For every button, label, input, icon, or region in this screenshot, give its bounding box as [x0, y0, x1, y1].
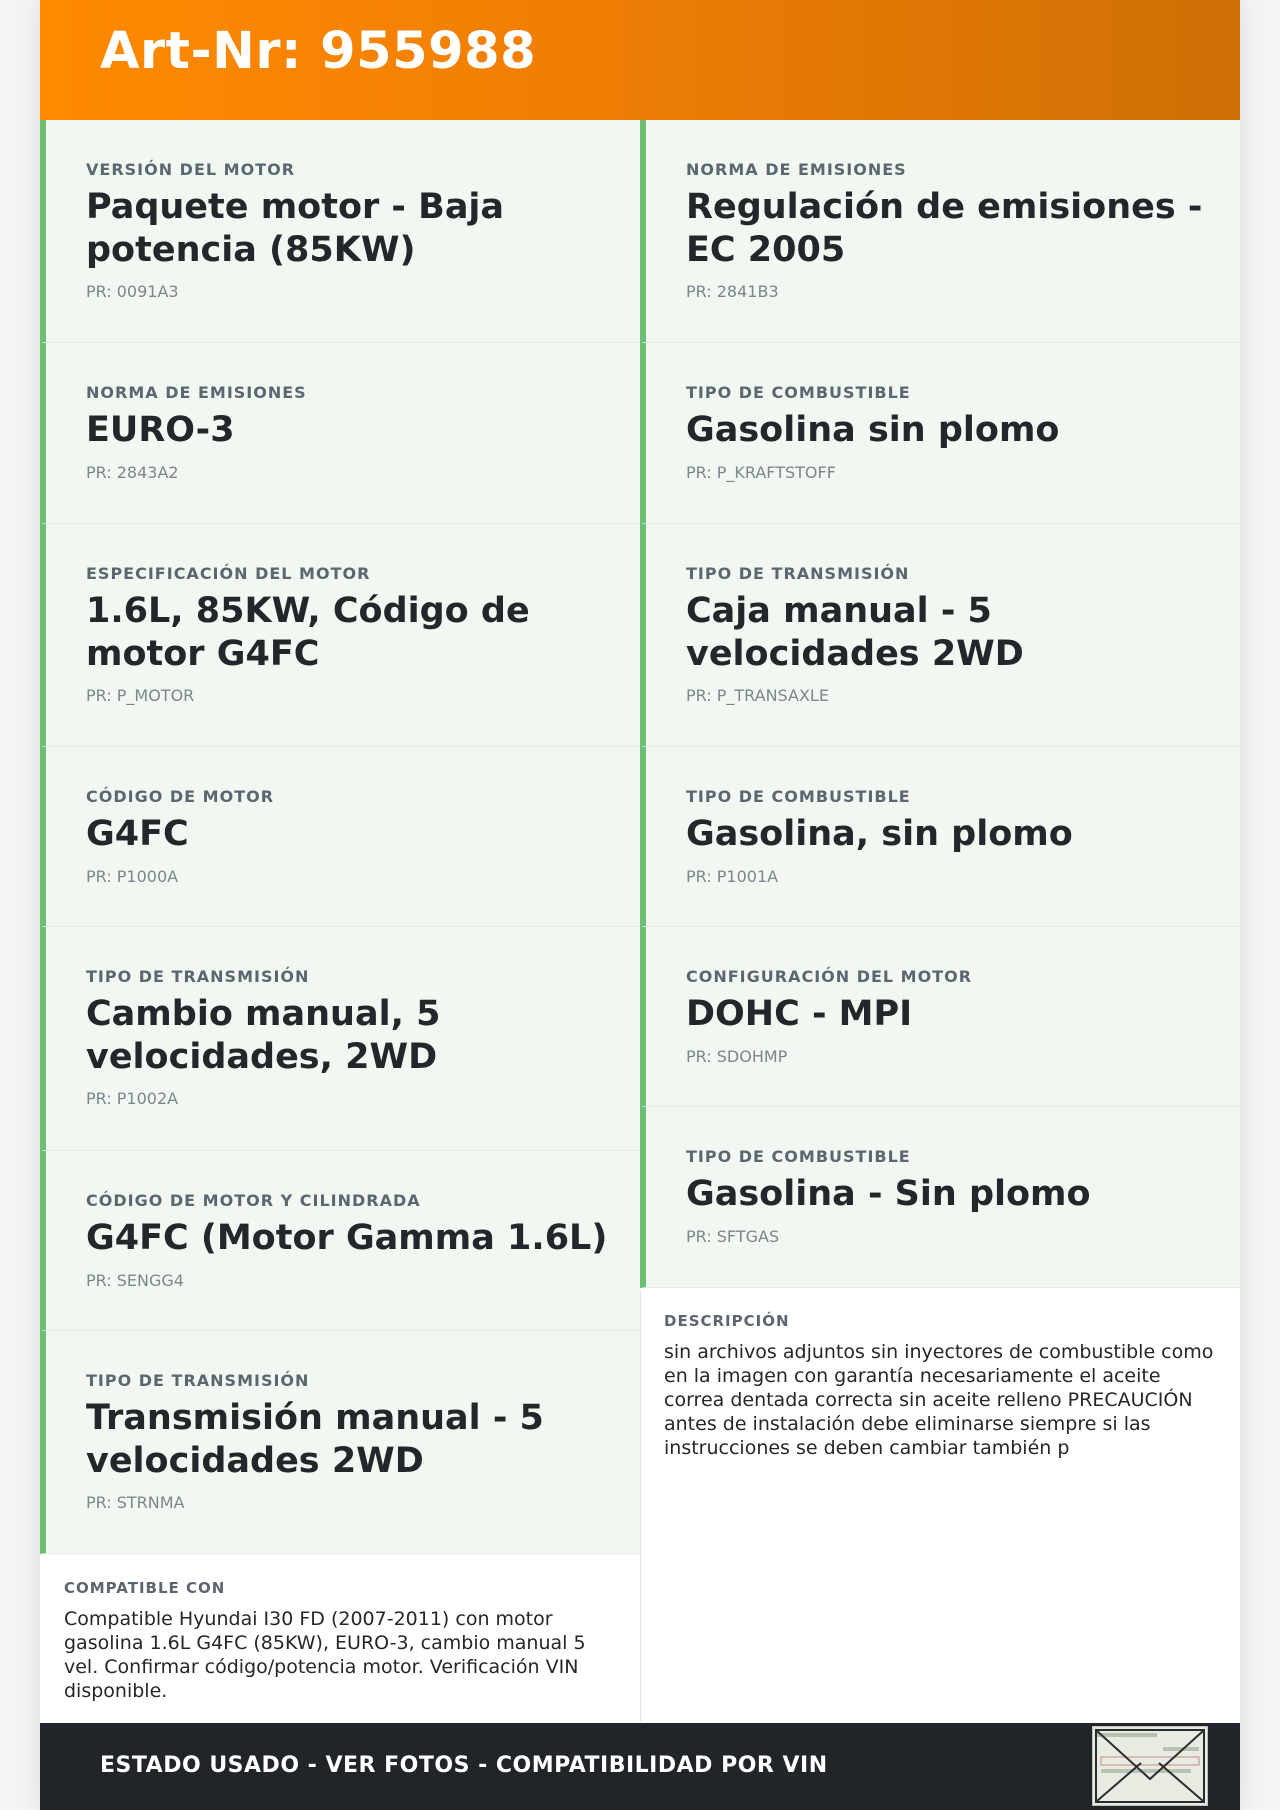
column-divider	[640, 1290, 641, 1722]
spec-card	[640, 524, 1240, 747]
compatible-section	[64, 1579, 624, 1703]
footer-bar	[40, 1723, 1240, 1810]
spec-pr-code: PR: 2841B3	[686, 282, 779, 301]
spec-label: CÓDIGO DE MOTOR	[86, 787, 275, 806]
spec-label: NORMA DE EMISIONES	[86, 383, 307, 402]
compatible-text: Compatible Hyundai I30 FD (2007-2011) con motor gasolina 1.6L G4FC (85KW), EURO-3, cambio manual 5 vel. Confirmar código/potencia motor. Verificación VIN disponible.	[64, 1608, 586, 1702]
spec-pr-code: PR: P_TRANSAXLE	[686, 686, 829, 705]
spec-value: Gasolina - Sin plomo	[686, 1174, 1091, 1214]
spec-value: Gasolina, sin plomo	[686, 814, 1073, 854]
spec-card	[40, 524, 640, 747]
spec-card	[640, 747, 1240, 927]
spec-label: TIPO DE COMBUSTIBLE	[686, 383, 911, 402]
description-text: sin archivos adjuntos sin inyectores de combustible como en la imagen con garantía necesariamente el aceite correa dentada correcta sin aceite relleno PRECAUCIÓN antes de instalación debe eliminarse siempre si las instrucciones se deben cambiar también p	[664, 1341, 1214, 1459]
spec-value: Regulación de emisiones - EC 2005	[686, 187, 1203, 270]
spec-pr-code: PR: P1000A	[86, 867, 179, 886]
spec-value: Transmisión manual - 5 velocidades 2WD	[86, 1398, 544, 1481]
spec-card	[40, 1151, 640, 1331]
spec-value: EURO-3	[86, 410, 235, 450]
compatible-label: COMPATIBLE CON	[64, 1579, 226, 1597]
spec-card	[640, 120, 1240, 343]
spec-card	[640, 1107, 1240, 1288]
spec-label: TIPO DE TRANSMISIÓN	[86, 967, 310, 986]
spec-pr-code: PR: P1002A	[86, 1089, 179, 1108]
spec-pr-code: PR: SDOHMP	[686, 1047, 788, 1066]
spec-card	[640, 927, 1240, 1107]
article-number-title: Art-Nr: 955988	[100, 22, 537, 81]
spec-value: 1.6L, 85KW, Código de motor G4FC	[86, 591, 530, 674]
spec-pr-code: PR: P_MOTOR	[86, 686, 195, 705]
spec-label: NORMA DE EMISIONES	[686, 160, 907, 179]
spec-value: G4FC	[86, 814, 189, 854]
product-card	[40, 0, 1240, 1810]
header-bar	[40, 0, 1240, 120]
spec-label: TIPO DE COMBUSTIBLE	[686, 1147, 911, 1166]
spec-card	[40, 120, 640, 343]
spec-value: Caja manual - 5 velocidades 2WD	[686, 591, 1024, 674]
spec-card	[40, 927, 640, 1151]
spec-value: Cambio manual, 5 velocidades, 2WD	[86, 994, 441, 1077]
spec-card	[640, 343, 1240, 524]
footer-status-text: ESTADO USADO - VER FOTOS - COMPATIBILIDAD POR VIN	[100, 1753, 828, 1778]
description-section	[664, 1312, 1224, 1460]
spec-label: TIPO DE TRANSMISIÓN	[86, 1371, 310, 1390]
description-label: DESCRIPCIÓN	[664, 1312, 790, 1330]
spec-pr-code: PR: 0091A3	[86, 282, 179, 301]
spec-pr-code: PR: SFTGAS	[686, 1227, 780, 1246]
spec-label: TIPO DE COMBUSTIBLE	[686, 787, 911, 806]
spec-pr-code: PR: P1001A	[686, 867, 779, 886]
spec-value: DOHC - MPI	[686, 994, 913, 1034]
spec-label: VERSIÓN DEL MOTOR	[86, 160, 296, 179]
spec-pr-code: PR: P_KRAFTSTOFF	[686, 463, 836, 482]
spec-label: TIPO DE TRANSMISIÓN	[686, 564, 910, 583]
spec-value: Paquete motor - Baja potencia (85KW)	[86, 187, 505, 270]
document-photo-icon[interactable]	[1092, 1726, 1208, 1806]
spec-value: Gasolina sin plomo	[686, 410, 1060, 450]
spec-label: CONFIGURACIÓN DEL MOTOR	[686, 967, 973, 986]
spec-label: ESPECIFICACIÓN DEL MOTOR	[86, 564, 371, 583]
spec-pr-code: PR: 2843A2	[86, 463, 179, 482]
spec-label: CÓDIGO DE MOTOR Y CILINDRADA	[86, 1191, 421, 1210]
spec-card	[40, 1331, 640, 1554]
spec-card	[40, 747, 640, 927]
spec-pr-code: PR: SENGG4	[86, 1271, 184, 1290]
spec-value: G4FC (Motor Gamma 1.6L)	[86, 1218, 608, 1258]
spec-card	[40, 343, 640, 524]
spec-pr-code: PR: STRNMA	[86, 1493, 185, 1512]
